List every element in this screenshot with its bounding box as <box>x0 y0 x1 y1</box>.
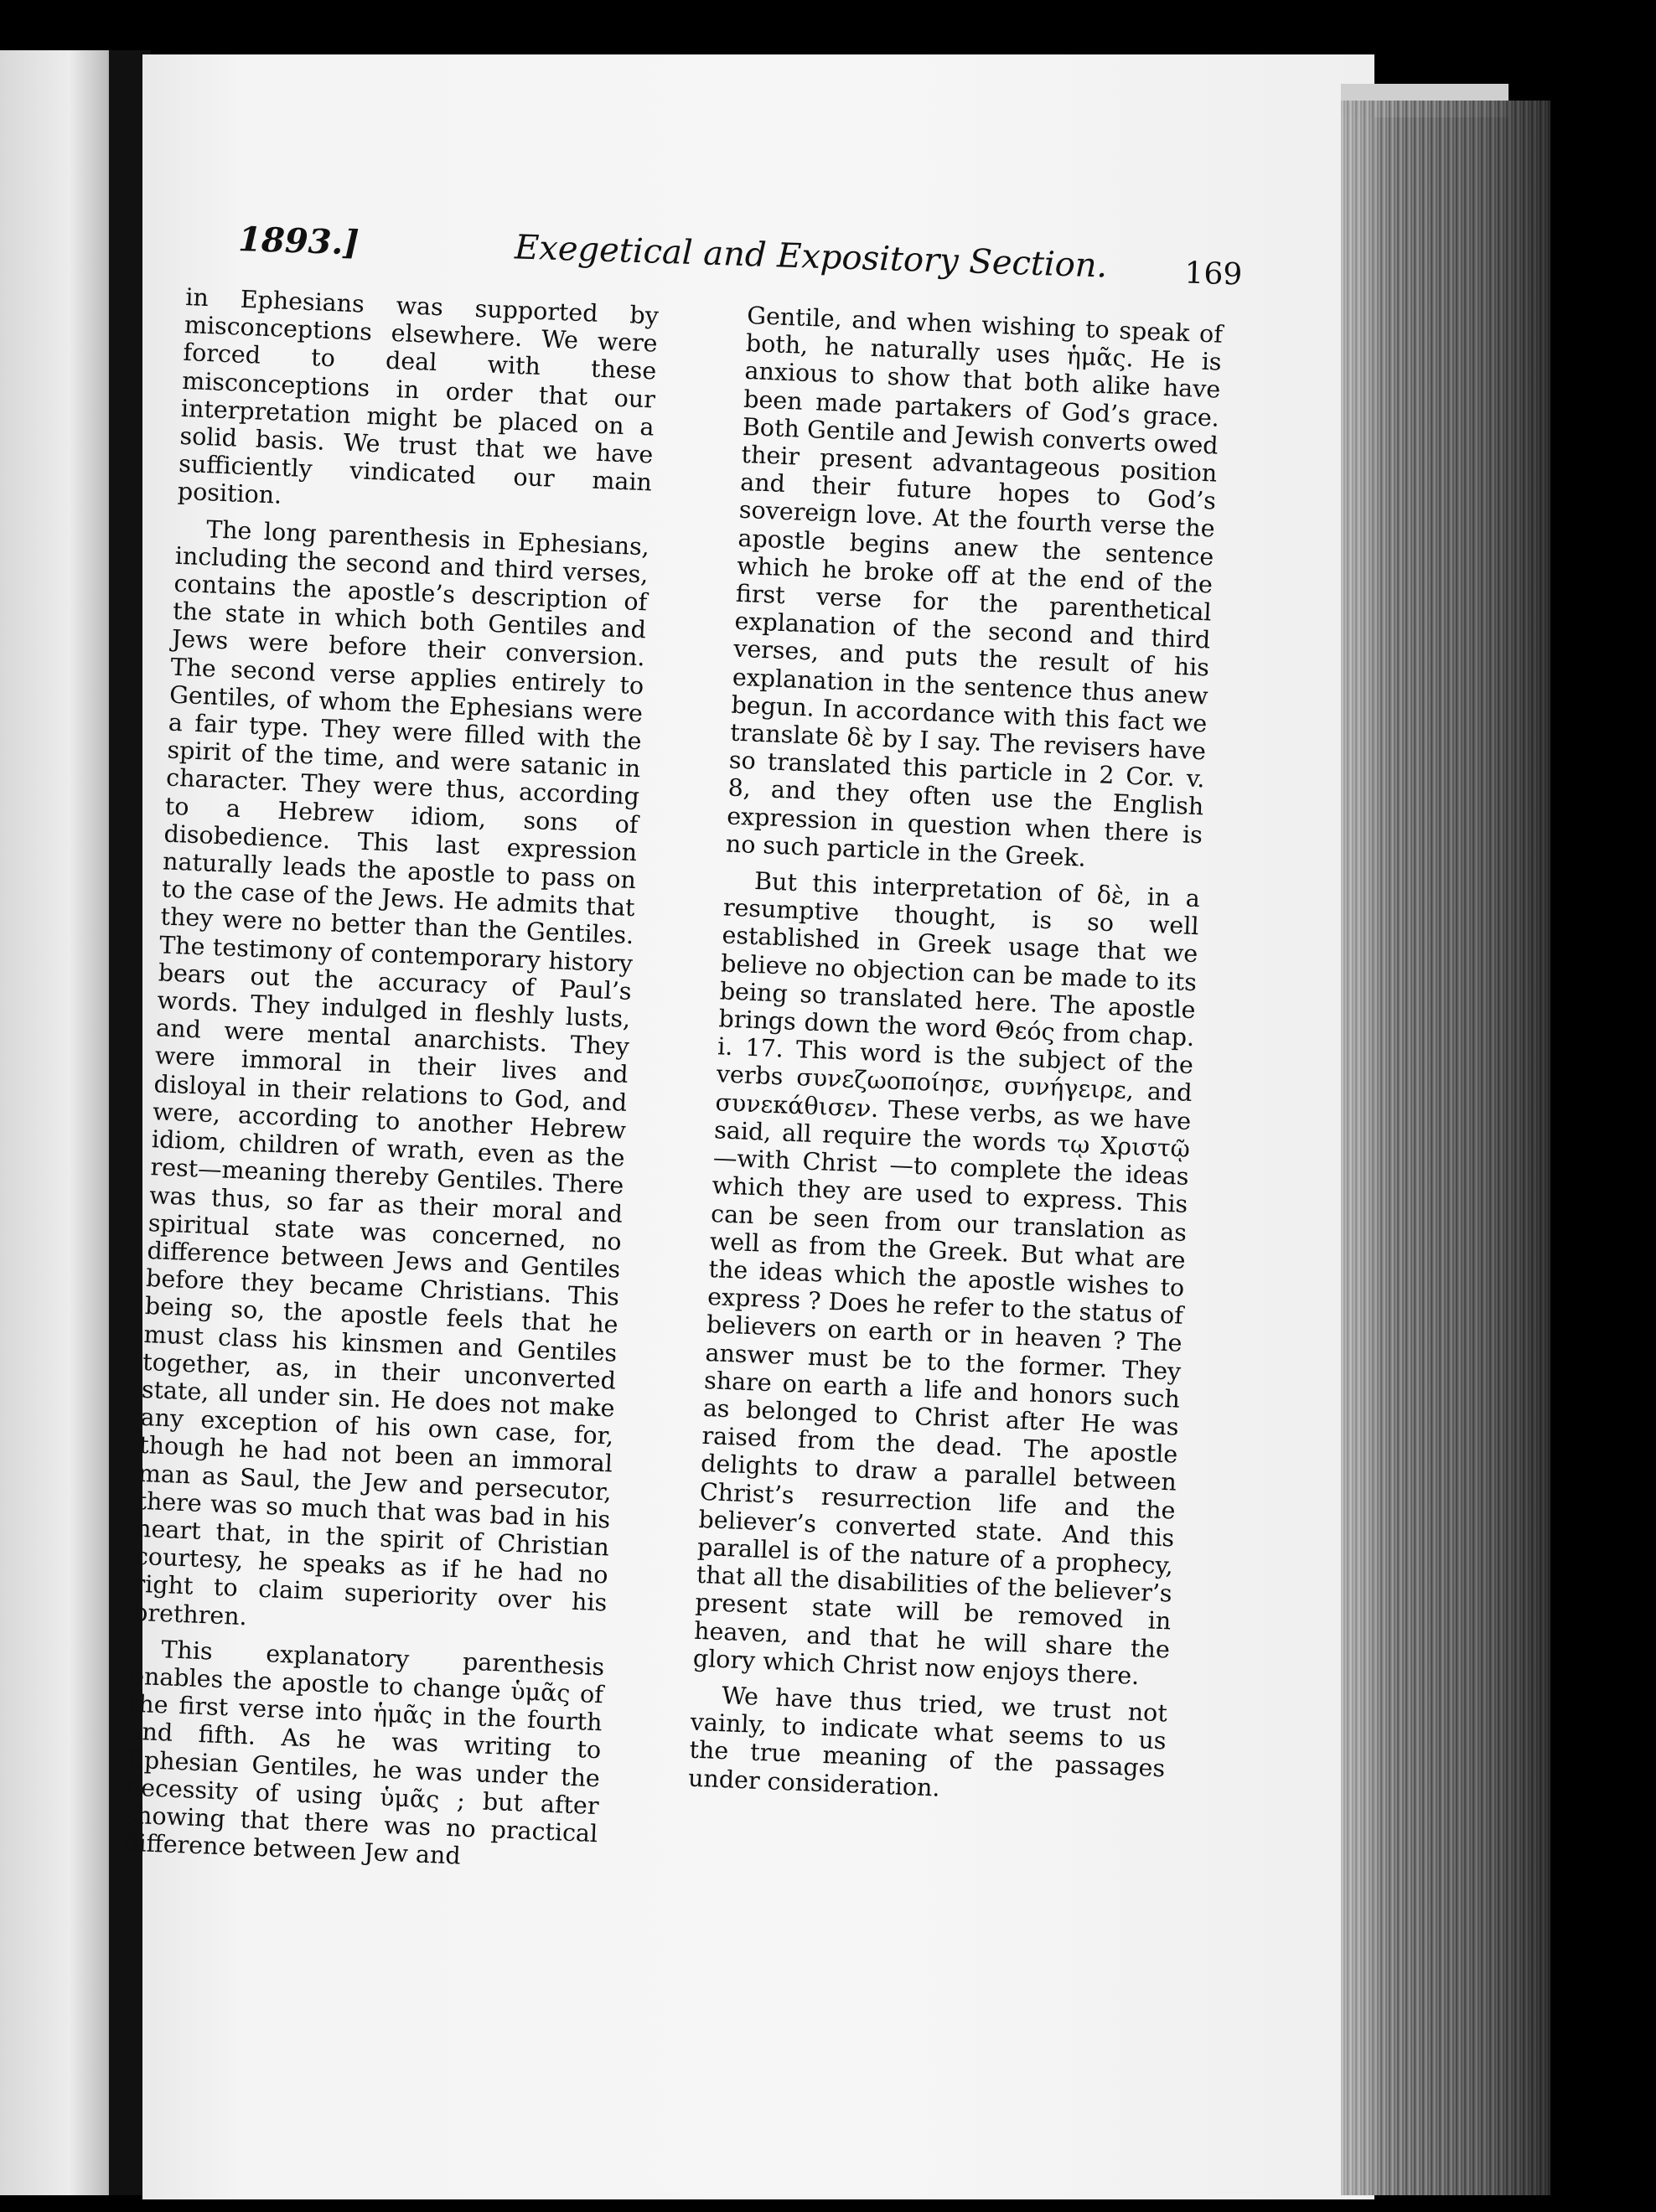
paragraph: We have thus tried, we trust not vainly, to indicate what seems to us the true meaning of the passages under consideration. <box>687 1682 1168 1802</box>
header-year: 1893.] <box>237 220 360 263</box>
header-section-title: Exegetical and Expository Section. <box>514 228 1109 286</box>
paragraph: Gentile, and when wishing to speak of both, he naturally uses ἡμᾶς. He is anxious to show that both alike have been made partakers of God’s grace. Both Gentile and Jewish converts owed their present advantageous position and their future hopes to God’s sovereign love. At the fourth verse the apostle begins anew the sentence which he broke off at the end of the first verse for the parenthetical explanation of the second and third verses, and puts the result of his explanation in the sentence thus anew begun. In accordance with this fact we translate δὲ by I say. The revisers have so translated this particle in 2 Cor. v. 8, and they often use the English expression in question when there is no such particle in the Greek. <box>725 302 1224 872</box>
paragraph: But this interpretation of δὲ, in a resumptive thought, is so well established in Greek usage that we believe no objection can be made to its being so translated here. The apostle brings down the word Θεός from chap. i. 17. This word is the subject of the verbs συνεζωοποίησε, συνήγειρε, and συνεκάθισεν. These verbs, as we have said, all require the words τῳ Χριστῷ—with Christ —to complete the ideas which they are used to express. This can be seen from our translation as well as from the Greek. But what are the ideas which the apostle wishes to express ? Does he refer to the status of believers on earth or in heaven ? The answer must be to the former. They share on earth a life and honors such as belonged to Christ after He was raised from the dead. The apostle delights to draw a parallel between Christ’s resurrection life and the believer’s converted state. And this parallel is of the nature of a prophecy, that all the disabilities of the believer’s present state will be removed in heaven, and that he will share the glory which Christ now enjoys there. <box>692 866 1201 1690</box>
paragraph: The long parenthesis in Ephesians, including the second and third verses, contains the apostle’s description of the state in which both Gentiles and Jews were before their conversion. The second verse applies entirely to Gentiles, of whom the Ephesians were a fair type. They were filled with the spirit of the time, and were satanic in character. They were thus, according to a Hebrew idiom, sons of disobedience. This last expression naturally leads the apostle to pass on to the case of the Jews. He admits that they were no better than the Gentiles. The testimony of contemporary history bears out the accuracy of Paul’s words. They indulged in fleshly lusts, and were mental anarchists. They were immoral in their lives and disloyal in their relations to God, and were, according to another Hebrew idiom, children of wrath, even as the rest—meaning thereby Gentiles. There was thus, so far as their moral and spiritual state was concerned, no difference between Jews and Gentiles before they became Christians. This being so, the apostle feels that he must class his kinsmen and Gentiles together, as, in their unconverted state, all under sin. He does not make any exception of his own case, for, though he had not been an immoral man as Saul, the Jew and persecutor, there was so much that was bad in his heart that, in the spirit of Christian courtesy, he speaks as if he had no right to claim superiority over his brethren. <box>132 514 650 1631</box>
paragraph: in Ephesians was supported by misconceptions elsewhere. We were forced to deal with these misconceptions in order that our interpretation might be placed on a solid basis. We trust that we have sufficiently vindicated our main position. <box>177 283 660 510</box>
left-column <box>122 283 659 1884</box>
scan-background <box>1550 0 1656 2212</box>
page-number: 169 <box>1183 256 1243 292</box>
right-column <box>687 302 1223 1819</box>
facing-page-edge <box>0 50 126 2195</box>
paragraph: This explanatory parenthesis enables the apostle to change ὑμᾶς of the first verse into ἡμᾶς in the fourth and fifth. As he was writing to Ephesian Gentiles, he was under the necessity of using ὑμᾶς ; but after showing that there was no practical difference between Jew and <box>122 1635 605 1870</box>
page-block-shade <box>1341 101 1550 2195</box>
